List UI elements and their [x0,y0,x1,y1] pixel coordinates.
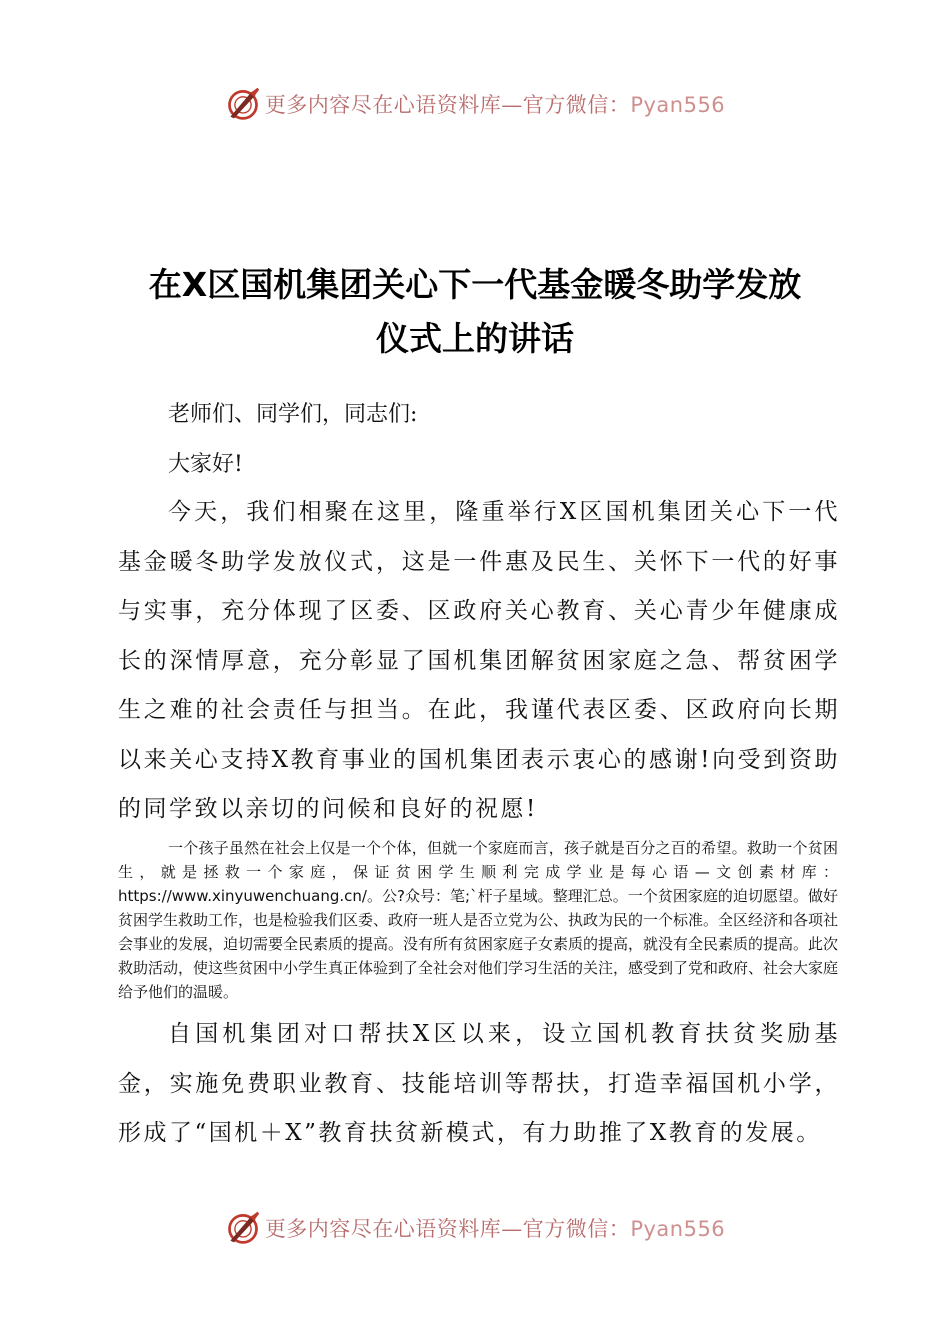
footer-watermark [0,1208,950,1248]
salutation: 老师们、同学们，同志们: [168,402,418,427]
watermark-text: 更多内容尽在心语资料库—官方微信：Pyan556 [264,1217,726,1241]
watermark-wechat-id: Pyan556 [630,1217,726,1241]
pen-nib-logo-icon [225,86,261,122]
greeting: 大家好! [168,452,243,477]
watermark-wechat-id: Pyan556 [630,93,726,117]
paragraph-2: 一个孩子虽然在社会上仅是一个个体，但就一个家庭而言，孩子就是百分之百的希望。救助一个贫困生，就是拯救一个家庭，保证贫困学生顺利完成学业是每心语—文创素材库：https://www.xinyuwenchuang.cn/。公?众号：笔;`杆子星域。整理汇总。一个贫困家庭的迫切愿望。做好贫困学生救助工作，也是检验我们区委、政府一班人是否立党为公、执政为民的一个标准。全区经济和各项社会事业的发展，迫切需要全民素质的提高。没有所有贫困家庭子女素质的提高，就没有全民素质的提高。此次救助活动，使这些贫困中小学生真正体验到了全社会对他们学习生活的关注，感受到了党和政府、社会大家庭给予他们的温暖。 [118,839,839,1001]
header-watermark [0,84,950,124]
paragraph-1: 今天，我们相聚在这里，隆重举行X区国机集团关心下一代基金暖冬助学发放仪式，这是一件惠及民生、关怀下一代的好事与实事，充分体现了区委、区政府关心教育、关心青少年健康成长的深情厚意，充分彰显了国机集团解贫困家庭之急、帮贫困学生之难的社会责任与担当。在此，我谨代表区委、区政府向长期以来关心支持X教育事业的国机集团表示衷心的感谢!向受到资助的同学致以亲切的问候和良好的祝愿! [118,499,840,822]
document-title [60,258,890,366]
title-line-2: 仪式上的讲话 [376,319,574,358]
pen-nib-logo-icon [225,1210,261,1246]
title-line-1: 在X区国机集团关心下一代基金暖冬助学发放 [148,265,802,304]
watermark-text: 更多内容尽在心语资料库—官方微信：Pyan556 [264,93,726,117]
paragraph-3: 自国机集团对口帮扶X区以来，设立国机教育扶贫奖励基金，实施免费职业教育、技能培训等帮扶，打造幸福国机小学，形成了“国机＋X”教育扶贫新模式，有力助推了X教育的发展。 [118,1021,840,1146]
